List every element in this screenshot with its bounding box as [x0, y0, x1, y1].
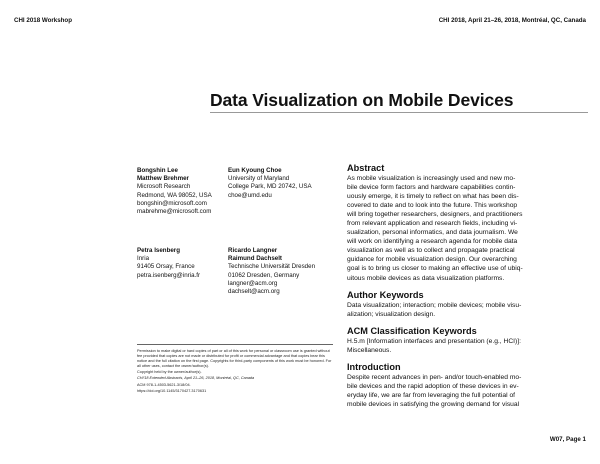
title-divider — [210, 112, 588, 113]
text-line: eryday life, we are far from leveraging the full potential of — [347, 392, 516, 400]
author-address: College Park, MD 20742, USA — [228, 183, 312, 191]
section-heading: Author Keywords — [347, 290, 424, 300]
copyright-line: Copyright held by the owner/author(s). — [137, 370, 202, 375]
text-line: visualization as well as to collect and propagate practical — [347, 247, 515, 255]
permission-divider — [137, 344, 333, 345]
conference-line: CHI'18 Extended Abstracts, April 21–26, 2018, Montréal, QC, Canada — [137, 376, 255, 381]
text-line: goal is to bring us closer to making an effective use of ubiq- — [347, 265, 523, 273]
isbn-line: ACM 978-1-4503-5621-3/18/04. — [137, 382, 191, 387]
text-line: mobile devices in satisfying the growing demand for visual — [347, 401, 520, 409]
section-heading: Introduction — [347, 362, 401, 372]
author-block-3 — [137, 247, 200, 280]
author-name: Bongshin Lee — [137, 167, 178, 174]
text-line: guidance for mobile visualization design. Our overarching — [347, 256, 517, 264]
author-affiliation: Microsoft Research — [137, 183, 191, 191]
author-address: 01062 Dresden, Germany — [228, 271, 300, 279]
author-address: Redmond, WA 98052, USA — [137, 191, 212, 199]
text-line: bile device form factors and hardware capabilities contin- — [347, 184, 516, 192]
introduction-text — [347, 373, 587, 409]
text-line: Miscellaneous. — [347, 347, 392, 355]
author-affiliation: University of Maryland — [228, 175, 290, 183]
text-line: Despite recent advances in pen- and/or touch-enabled mo- — [347, 374, 522, 381]
doi-link[interactable]: https://doi.org/10.1145/3170427.3170631 — [137, 388, 207, 393]
author-block-2 — [228, 167, 312, 200]
author-name: Petra Isenberg — [137, 247, 180, 254]
author-block-4 — [228, 247, 315, 296]
paper-title: Data Visualization on Mobile Devices — [210, 90, 514, 110]
author-email[interactable]: dachselt@acm.org — [228, 288, 280, 296]
text-line: uitous mobile devices as data visualization platforms. — [347, 274, 505, 282]
text-line: As mobile visualization is increasingly used and new mo- — [347, 175, 516, 182]
author-affiliation: Technische Universität Dresden — [228, 263, 316, 271]
text-line: Data visualization; interaction; mobile devices; mobile visu- — [347, 302, 522, 309]
abstract-section — [347, 163, 587, 283]
author-address: 91405 Orsay, France — [137, 263, 195, 271]
classification-text — [347, 337, 587, 355]
permission-text: Permission to make digital or hard copies of part or all of this work for personal or classroom use is granted without fee provided that copies are not made or distributed for profit or commercial advantage and that copies bear this notice and the full citation on the first page. Copyrights for third-party components of this work must be honored. For all other uses, contact the owner/author(s). — [137, 349, 332, 369]
classification-section — [347, 326, 587, 355]
text-line: uously emerge, it is timely to reflect on what has been dis- — [347, 193, 519, 201]
text-line: alization; visualization design. — [347, 311, 436, 319]
keywords-text — [347, 301, 587, 319]
text-line: will work on identifying a research agenda for mobile data — [347, 238, 518, 246]
text-line: sualization, personal informatics, and data journalism. We — [347, 229, 518, 237]
author-name: Ricardo Langner — [228, 247, 278, 254]
author-block-1 — [137, 167, 212, 216]
text-line: H.5.m [Information interfaces and presentation (e.g., HCI)]: — [347, 338, 521, 345]
section-heading: Abstract — [347, 163, 385, 173]
author-name: Raimund Dachselt — [228, 255, 282, 263]
author-email[interactable]: choe@umd.edu — [228, 191, 272, 199]
permission-block — [137, 349, 333, 395]
author-email[interactable]: mabrehme@microsoft.com — [137, 208, 212, 216]
page-footer: W07, Page 1 — [549, 436, 586, 443]
running-header-right: CHI 2018, April 21–26, 2018, Montréal, QC, Canada — [438, 17, 586, 24]
running-header-left: CHI 2018 Workshop — [14, 17, 72, 24]
text-line: will bring together researchers, designers, and practitioners — [347, 211, 523, 219]
author-email[interactable]: bongshin@microsoft.com — [137, 199, 207, 207]
keywords-section — [347, 290, 587, 319]
author-email[interactable]: langner@acm.org — [228, 279, 278, 287]
author-name: Eun Kyoung Choe — [228, 167, 282, 174]
text-line: from relevant application and research fields, including vi- — [347, 220, 518, 228]
text-line: covered to date and to look into the future. This workshop — [347, 202, 518, 210]
section-heading: ACM Classification Keywords — [347, 326, 477, 336]
text-line: bile devices and the rapid adoption of these devices in ev- — [347, 383, 519, 391]
abstract-text — [347, 174, 587, 283]
author-email[interactable]: petra.isenberg@inria.fr — [137, 271, 201, 279]
author-name: Matthew Brehmer — [137, 175, 189, 183]
introduction-section — [347, 362, 587, 409]
author-affiliation: Inria — [137, 255, 150, 263]
